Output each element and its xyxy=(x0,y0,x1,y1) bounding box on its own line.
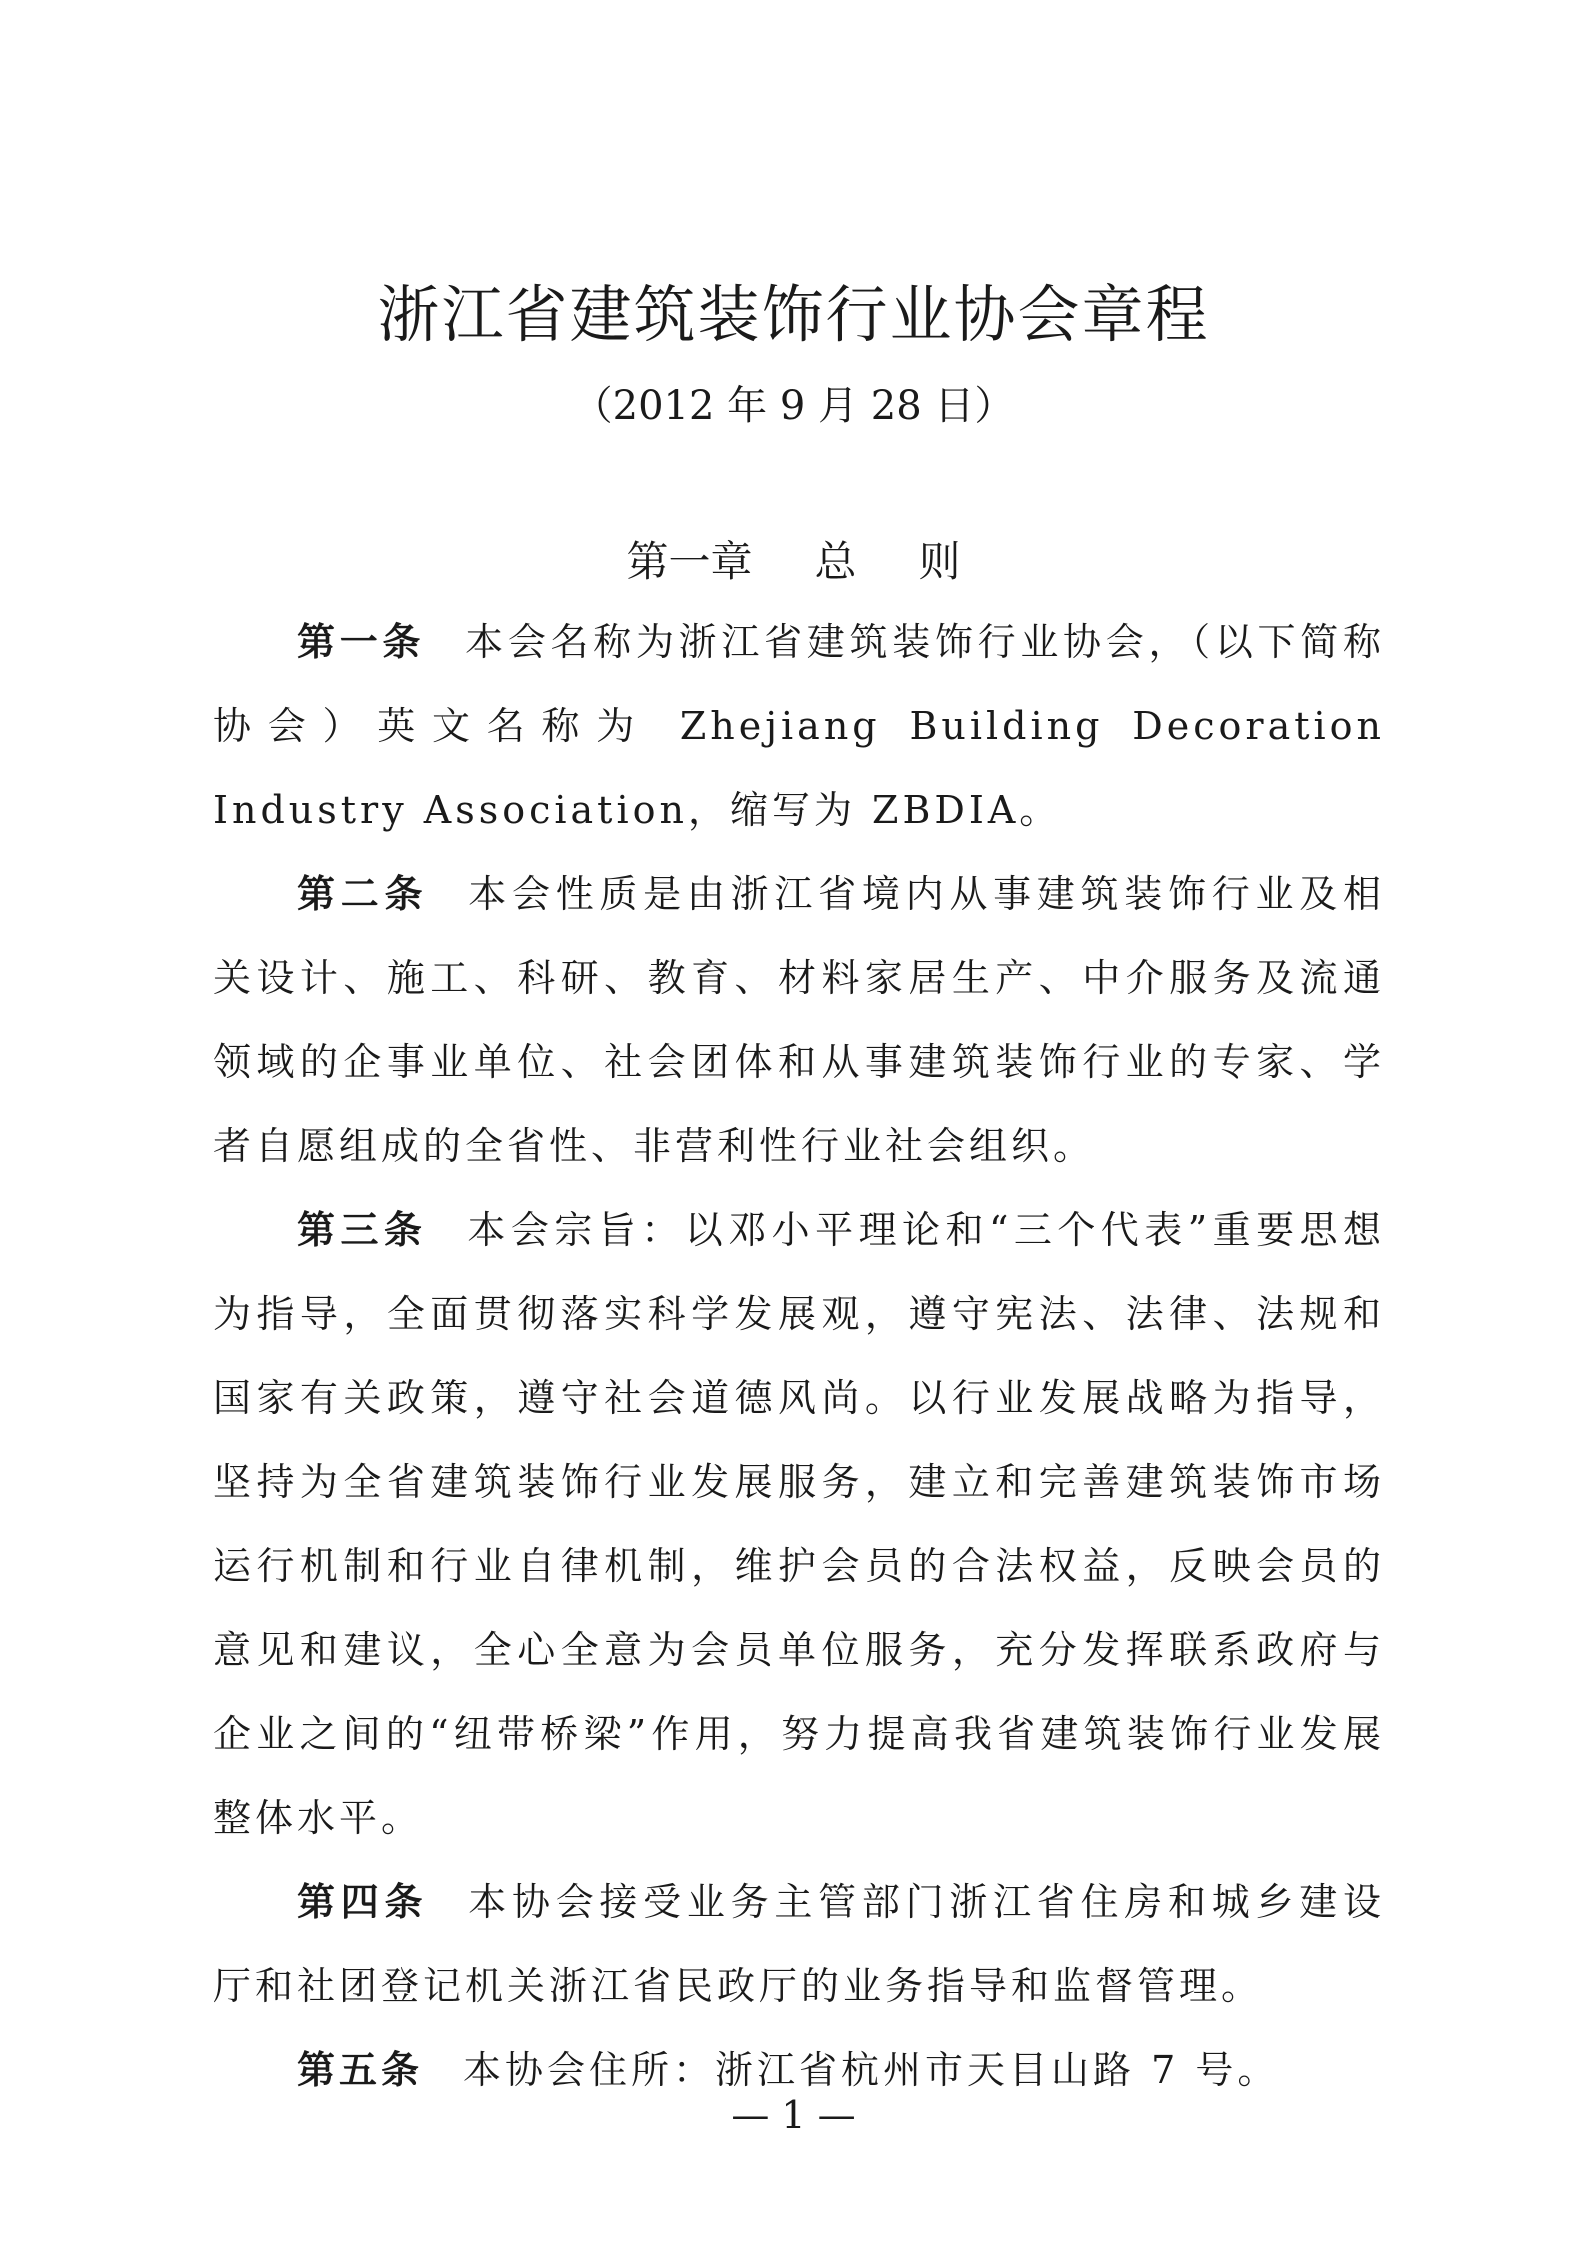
chapter-heading xyxy=(0,532,1587,592)
article-text: 本会性质是由浙江省境内从事建筑装饰行业及相关设计、施工、科研、教育、材料家居生产、中介服务及流通领域的企事业单位、社会团体和从事建筑装饰行业的专家、学者自愿组成的全省性、非营利性行业社会组织。 xyxy=(213,872,1385,1168)
article-2 xyxy=(213,852,1385,1188)
chapter-name-part2: 则 xyxy=(918,537,961,586)
article-3 xyxy=(213,1188,1385,1860)
article-text: 本会宗旨：以邓小平理论和“三个代表”重要思想为指导，全面贯彻落实科学发展观，遵守宪法、法律、法规和国家有关政策，遵守社会道德风尚。以行业发展战略为指导，坚持为全省建筑装饰行业发展服务，建立和完善建筑装饰市场运行机制和行业自律机制，维护会员的合法权益，反映会员的意见和建议，全心全意为会员单位服务，充分发挥联系政府与企业之间的“纽带桥梁”作用，努力提高我省建筑装饰行业发展整体水平。 xyxy=(213,1208,1385,1840)
article-text: 本协会住所：浙江省杭州市天目山路 7 号。 xyxy=(463,2048,1280,2092)
article-label: 第五条 xyxy=(297,2048,424,2092)
document-date: （2012 年 9 月 28 日） xyxy=(572,383,1015,429)
article-1 xyxy=(213,600,1385,852)
article-label: 第三条 xyxy=(297,1208,428,1252)
chapter-name-part1: 总 xyxy=(814,537,857,586)
article-label: 第二条 xyxy=(297,872,429,916)
article-list xyxy=(213,600,1385,2112)
article-4 xyxy=(213,1860,1385,2028)
article-label: 第一条 xyxy=(297,620,426,664)
chapter-number: 第一章 xyxy=(626,537,753,586)
article-text: 本协会接受业务主管部门浙江省住房和城乡建设厅和社团登记机关浙江省民政厅的业务指导和监督管理。 xyxy=(213,1880,1385,2008)
article-text: 本会名称为浙江省建筑装饰行业协会，（以下简称协会）英文名称为 Zhejiang Building Decoration Industry Association，缩写为 ZBDIA。 xyxy=(213,620,1385,832)
document-title: 浙江省建筑装饰行业协会章程 xyxy=(377,278,1210,351)
article-label: 第四条 xyxy=(297,1880,429,1924)
page-number: — 1 — xyxy=(731,2093,856,2137)
